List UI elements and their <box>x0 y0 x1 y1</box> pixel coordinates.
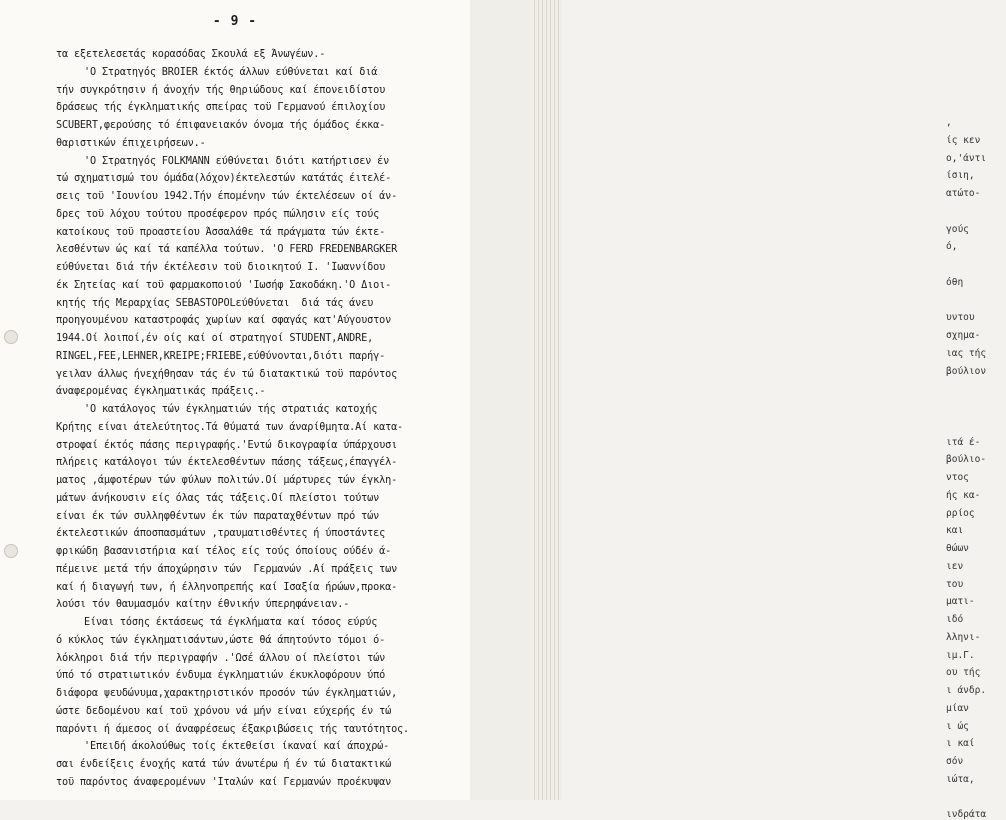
text-line: καί ή διαγωγή των, ή έλληνοπρεπής καί Ισαξία ήρώων,προκα- <box>56 581 398 593</box>
punch-hole-icon <box>4 544 18 558</box>
margin-fragment: , <box>946 117 952 128</box>
margin-fragment: βούλιον <box>946 365 987 377</box>
text-line: φρικώδη βασανιστήρια καί τέλος είς τούς όποίους ούδέν ά- <box>56 546 392 557</box>
margin-fragment: ματι- <box>946 596 975 608</box>
text-line: 1944.Οί λοιποί,έν οίς καί οί στρατηγοί STUDENT,ANDRE, <box>56 333 374 344</box>
text-line: έκτελεστικών άποσπασμάτων ,τραυματισθέντες ή ύποστάντες <box>56 528 386 540</box>
text-line: λούσι τόν θαυμασμόν καίτην έθνικήν ύπερηφάνειαν.- <box>56 599 350 611</box>
body-text <box>56 46 486 792</box>
margin-fragment: ής κα- <box>946 489 981 501</box>
text-line: RINGEL,FEE,LEHNER,KREIPE;FRIEBE,εύθύνονται,διότι παρήγ- <box>56 350 386 362</box>
margin-fragment: ίσιη, <box>946 170 975 182</box>
text-line: άναφερομένας έγκληματικάς πράξεις.- <box>56 386 266 398</box>
text-line: τα εξετελεσετάς κορασόδας Σκουλά εξ Άνωγέων.- <box>56 49 326 60</box>
text-line: ματος ,άμφοτέρων τών φύλων πολιτών.Οί μάρτυρες τών έγκλη- <box>56 475 398 486</box>
text-line: Κρήτης είναι άτελεύτητος.Τά θύματά των άναρίθμητα.Αί κατα- <box>56 421 404 433</box>
text-line: διάφορα ψευδώνυμα,χαρακτηριστικόν προσόν τών έγκληματιών, <box>56 688 398 699</box>
text-line: κητής τής Μεραρχίας SEBASTOPOLεύθύνεται διά τάς άνευ <box>56 297 374 309</box>
margin-fragment: ιμ.Γ. <box>946 649 975 661</box>
text-line: μάτων άνήκουσιν είς όλας τάς τάξεις.Οί πλείστοι τούτων <box>56 492 380 504</box>
margin-fragment: ου τής <box>946 667 981 679</box>
text-line: έκ Σητείας καί τοϋ φαρμακοποιού 'Ιωσήφ Σακοδάκη.'Ο Διοι- <box>56 279 392 291</box>
margin-fragment: σόν <box>946 756 964 767</box>
text-line: 'Ο Στρατηγός FOLKMANN εύθύνεται διότι κατήρτισεν έν <box>84 155 390 167</box>
text-line: ό κύκλος τών έγκληματισάντων,ώστε θά άπητούντο τόμοι ό- <box>56 634 386 646</box>
margin-fragment: ι ώς <box>946 720 969 732</box>
margin-fragment: ντος <box>946 472 969 483</box>
margin-fragment: σχημα- <box>946 330 981 341</box>
margin-fragment: και <box>946 525 964 537</box>
text-line: 'Ο Στρατηγός BROIER έκτός άλλων εύθύνεται καί διά <box>84 66 378 78</box>
text-line: 'Επειδή άκολούθως τοίς έκτεθείσι ίκαναί καί άποχρώ- <box>84 741 390 753</box>
text-line: τώ σχηματισμώ του όμάδα(λόχον)έκτελεστών κατάτάς έιτελέ- <box>56 173 392 185</box>
text-line: στροφαί έκτός πάσης περιγραφής.'Εντώ δικογραφία ύπάρχουσι <box>56 439 398 451</box>
margin-fragment: ρρίος <box>946 507 975 519</box>
margin-fragment: ι άνδρ. <box>946 685 987 696</box>
margin-fragment: όθη <box>946 276 964 288</box>
text-line: Είναι τόσης έκτάσεως τά έγκλήματα καί τόσος εύρύς <box>84 617 378 628</box>
text-line: σαι ένδείξεις ένοχής κατά τών άνωτέρω ή έν τώ διατακτικώ <box>56 759 392 770</box>
margin-fragment: γούς <box>946 223 969 235</box>
margin-fragment: ιας τής <box>946 347 987 359</box>
margin-fragment: λληνι- <box>946 631 981 643</box>
text-line: τήν συγκρότησιν ή άνοχήν τής θηριώδους καί έπονειδίστου <box>56 84 386 96</box>
text-line: πέμεινε μετά τήν άποχώρησιν τών Γερμανών .Αί πράξεις των <box>56 563 398 575</box>
text-line: λεσθέντων ώς καί τά καπέλλα τούτων. 'Ο FERD FREDENBARGKER <box>56 244 398 256</box>
text-line: είναι έκ τών συλληφθέντων έκ τών παραταχθέντων πρό τών <box>56 510 380 522</box>
text-line: ύπό τό στρατιωτικόν ένδυμα έγκληματιών έκυκλοφόρουν ύπό <box>56 670 386 682</box>
text-line: παρόντι ή άμεσος οί άναφρέσεως έξακριβώσεις τής ταυτότητος. <box>56 723 410 735</box>
margin-fragment: ιώτα, <box>946 773 975 785</box>
text-line: πλήρεις κατάλογοι τών έκτελεσθέντων πάσης τάξεως,έπαγγέλ- <box>56 457 398 469</box>
document-page <box>0 0 470 800</box>
text-line: προηγουμένου καταστροφάς χωρίων καί σφαγάς κατ'Αύγουστον <box>56 315 392 327</box>
margin-fragment: μίαν <box>946 702 969 714</box>
text-line: δράσεως τής έγκληματικής σπείρας τοϋ Γερμανού έπιλοχίου <box>56 102 386 114</box>
text-line: εύθύνεται διά τήν έκτέλεσιν τοϋ διοικητού Ι. 'Ιωαννίδου <box>56 262 386 273</box>
margin-fragment: ιδό <box>946 614 964 625</box>
text-line: τοϋ παρόντος άναφερομένων 'Ιταλών καί Γερμανών προέκυψαν <box>56 776 392 788</box>
margin-fragment: ι καί <box>946 738 975 750</box>
margin-fragment: ινδράτα <box>946 809 987 820</box>
text-line: λόκληροι διά τήν περιγραφήν .'Ωσέ άλλου οί πλείστοι τών <box>56 652 386 664</box>
text-line: γειλαν άλλως ήνεχήθησαν τάς έν τώ διατακτικώ τοϋ παρόντος <box>56 368 398 380</box>
margin-fragment: ιεν <box>946 560 964 572</box>
page-number: - 9 - <box>212 14 258 29</box>
text-line: ώστε δεδομένου καί τοϋ χρόνου νά μήν είναι εύχερής έν τώ <box>56 705 392 717</box>
text-line: θαριστικών έπιχειρήσεων.- <box>56 137 206 149</box>
text-line: 'Ο κατάλογος τών έγκληματιών τής στρατιάς κατοχής <box>84 404 378 415</box>
stacked-page-edges <box>534 0 562 800</box>
text-line: κατοίκους τοϋ προαστείου Άσσαλάθε τά πράγματα τών έκτε- <box>56 226 386 238</box>
margin-fragment: του <box>946 578 964 590</box>
margin-fragment: ίς κεν <box>946 134 981 146</box>
margin-fragment: θώων <box>946 543 969 554</box>
margin-fragment: βούλιο- <box>946 454 987 466</box>
text-line: σεις τοϋ 'Ιουνίου 1942.Τήν έπομένην τών έκτελέσεων οί άν- <box>56 191 398 202</box>
text-line: δρες τοϋ λόχου τούτου προσέφερον πρός πώλησιν είς τούς <box>56 208 380 220</box>
margin-fragment: ιτά έ- <box>946 436 981 448</box>
margin-fragment: ο,'άντι <box>946 152 987 164</box>
punch-hole-icon <box>4 330 18 344</box>
margin-fragment: υντου <box>946 312 975 324</box>
margin-fragment: ό, <box>946 241 958 253</box>
margin-fragment: ατώτο- <box>946 188 981 199</box>
text-line: SCUBERT,φερούσης τό έπιφανειακόν όνομα τής όμάδος έκκα- <box>56 120 386 131</box>
